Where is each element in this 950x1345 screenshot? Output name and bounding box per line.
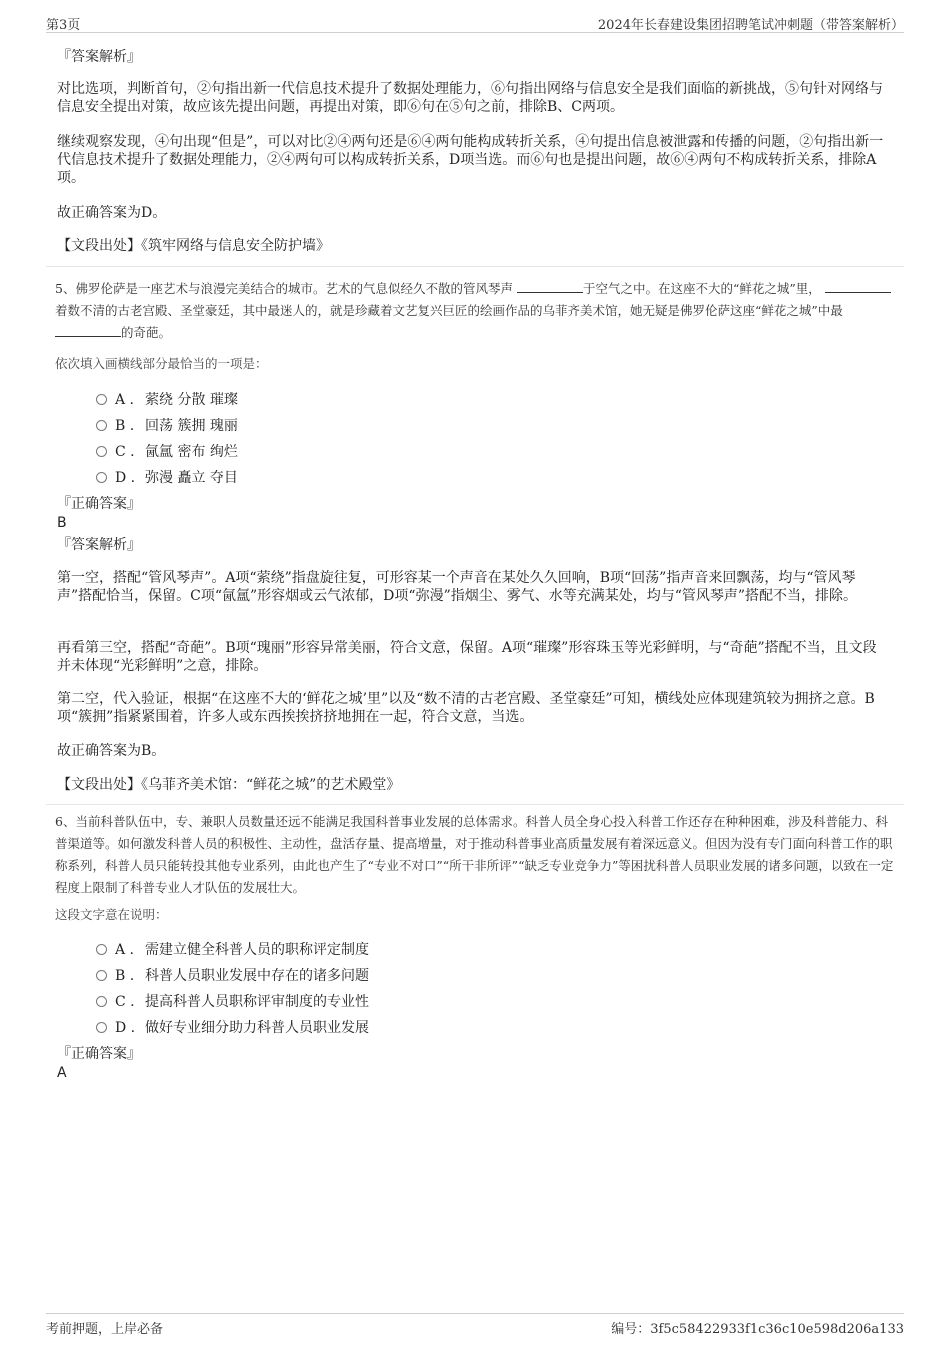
option-b[interactable]: B . 科普人员职业发展中存在的诸多问题 xyxy=(96,966,369,986)
radio-icon[interactable] xyxy=(96,420,107,431)
fill-blank xyxy=(517,280,583,293)
option-b[interactable]: B . 回荡 簇拥 瑰丽 xyxy=(96,416,238,436)
source-citation: 【文段出处】《乌菲齐美术馆：“鲜花之城”的艺术殿堂》 xyxy=(57,777,401,793)
fill-blank xyxy=(55,324,121,337)
question-prompt: 这段文字意在说明： xyxy=(55,907,168,922)
option-d[interactable]: D . 弥漫 矗立 夺目 xyxy=(96,468,238,488)
correct-answer-label: 『正确答案』 xyxy=(57,496,141,512)
divider xyxy=(46,804,904,805)
analysis-paragraph: 再看第三空，搭配“奇葩”。B项“瑰丽”形容异常美丽，符合文意，保留。A项“璀璨”形容珠玉等光彩鲜明，与“奇葩”搭配不当，且文段并未体现“光彩鲜明”之意，排除。 xyxy=(57,640,877,674)
document-id: 编号：3f5c58422933f1c36c10e598d206a133 xyxy=(611,1322,904,1337)
radio-icon[interactable] xyxy=(96,996,107,1007)
page-header xyxy=(46,14,904,33)
analysis-paragraph: 第二空，代入验证，根据“在这座不大的‘鲜花之城’里”以及“数不清的古老宫殿、圣堂豪廷”可知，横线处应体现建筑较为拥挤之意。B项“簇拥”指紧紧围着，许多人或东西挨挨挤挤地拥在一起，符合文意，当选。 xyxy=(57,691,875,725)
radio-icon[interactable] xyxy=(96,394,107,405)
option-c[interactable]: C . 提高科普人员职称评审制度的专业性 xyxy=(96,992,369,1012)
page-footer xyxy=(46,1313,904,1336)
conclusion: 故正确答案为D。 xyxy=(57,205,167,221)
radio-icon[interactable] xyxy=(96,1022,107,1033)
radio-icon[interactable] xyxy=(96,970,107,981)
question-stem: 5、佛罗伦萨是一座艺术与浪漫完美结合的城市。艺术的气息似经久不散的管风琴声 于空气之中。在这座不大的“鲜花之城”里， 着数不清的古老宫殿、圣堂豪廷，其中最迷人的，就是珍藏着文艺复兴巨匠的绘画作品的乌菲齐美术馆，她无疑是佛罗伦萨这座“鲜花之城”中最 的奇葩。 xyxy=(55,278,895,344)
radio-icon[interactable] xyxy=(96,446,107,457)
radio-icon[interactable] xyxy=(96,944,107,955)
source-citation: 【文段出处】《筑牢网络与信息安全防护墙》 xyxy=(57,238,330,254)
analysis-label: 『答案解析』 xyxy=(57,49,141,65)
divider xyxy=(46,266,904,267)
correct-answer: B xyxy=(57,515,67,531)
document-title: 2024年长春建设集团招聘笔试冲刺题（带答案解析） xyxy=(597,18,904,33)
question-prompt: 依次填入画横线部分最恰当的一项是： xyxy=(55,356,268,371)
option-a[interactable]: A . 萦绕 分散 璀璨 xyxy=(96,390,238,410)
option-c[interactable]: C . 氤氲 密布 绚烂 xyxy=(96,442,238,462)
page-number: 第3页 xyxy=(46,18,81,33)
analysis-paragraph: 第一空，搭配“管风琴声”。A项“萦绕”指盘旋往复，可形容某一个声音在某处久久回响，B项“回荡”指声音来回飘荡，均与“管风琴声”搭配恰当，保留。C项“氤氲”形容烟或云气浓郁，D项“弥漫”指烟尘、雾气、水等充满某处，均与“管风琴声”搭配不当，排除。 xyxy=(57,570,858,604)
conclusion: 故正确答案为B。 xyxy=(57,743,166,759)
fill-blank xyxy=(825,280,891,293)
analysis-paragraph: 对比选项，判断首句，②句指出新一代信息技术提升了数据处理能力，⑥句指出网络与信息安全是我们面临的新挑战，⑤句针对网络与信息安全提出对策，故应该先提出问题，再提出对策，即⑥句在⑤句之前，排除B、C两项。 xyxy=(57,81,883,115)
radio-icon[interactable] xyxy=(96,472,107,483)
correct-answer: A xyxy=(57,1065,67,1081)
analysis-label: 『答案解析』 xyxy=(57,537,141,553)
correct-answer-label: 『正确答案』 xyxy=(57,1046,141,1062)
analysis-paragraph: 继续观察发现，④句出现“但是”，可以对比②④两句还是⑥④两句能构成转折关系，④句提出信息被泄露和传播的问题，②句指出新一代信息技术提升了数据处理能力，②④两句可以构成转折关系，D项当选。而⑥句也是提出问题，故⑥④两句不构成转折关系，排除A项。 xyxy=(57,134,884,186)
footer-slogan: 考前押题，上岸必备 xyxy=(46,1322,164,1337)
option-a[interactable]: A . 需建立健全科普人员的职称评定制度 xyxy=(96,940,369,960)
option-d[interactable]: D . 做好专业细分助力科普人员职业发展 xyxy=(96,1018,369,1038)
question-stem: 6、当前科普队伍中，专、兼职人员数量还远不能满足我国科普事业发展的总体需求。科普人员全身心投入科普工作还存在种种困难，涉及科普能力、科普渠道等。如何激发科普人员的积极性、主动性，盘活存量、提高增量，对于推动科普事业高质量发展有着深远意义。但因为没有专门面向科普工作的职称系列，科普人员只能转投其他专业系列，由此也产生了“专业不对口”“所干非所评”“缺乏专业竞争力”等困扰科普人员职业发展的诸多问题，以致在一定程度上限制了科普专业人才队伍的发展壮大。 xyxy=(55,814,894,895)
